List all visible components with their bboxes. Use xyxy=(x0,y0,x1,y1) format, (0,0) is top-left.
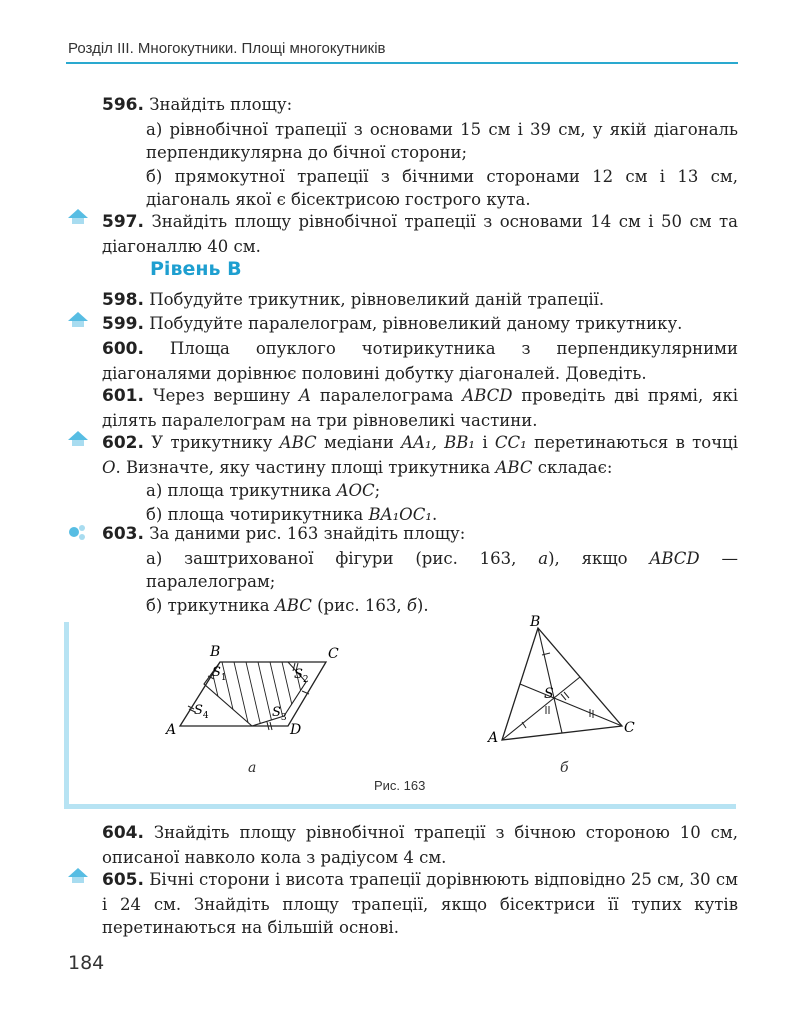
vertex-label-b: B xyxy=(530,614,541,630)
problem-text: Площа опуклого чотирикутника з перпендикулярними діагоналями дорівнює половині добутку діагоналей. Доведіть. xyxy=(102,339,738,383)
part-text: (рис. 163, xyxy=(317,595,402,615)
page-number: 184 xyxy=(68,952,105,974)
problem-596 xyxy=(102,93,738,212)
problem-text: проведіть дві прямі, які ділять паралелограм на три рівновеликі частини. xyxy=(102,386,739,430)
vertex-label-c: C xyxy=(624,720,635,736)
part-text: а) площа трикутника xyxy=(146,481,332,500)
vertex-label-c: C xyxy=(328,646,339,662)
vertex-label-d: D xyxy=(290,722,302,738)
part-text: ). xyxy=(416,595,429,615)
problem-part-b xyxy=(102,594,738,618)
problem-text: Знайдіть площу: xyxy=(149,95,293,114)
math-var: AOC xyxy=(336,481,375,500)
part-text: б) площа чотирикутника xyxy=(146,504,364,524)
math-var: AA₁, BB₁ xyxy=(401,433,475,452)
problem-number: 603. xyxy=(102,524,144,544)
part-end: ; xyxy=(374,481,381,500)
figure-163a xyxy=(160,636,360,748)
problem-number: 598. xyxy=(102,290,144,310)
area-label-s: S xyxy=(544,686,554,702)
header-rule xyxy=(66,62,738,64)
house-marker-icon xyxy=(66,866,90,886)
house-marker-icon xyxy=(66,310,90,330)
math-var: ABC xyxy=(495,457,533,477)
problem-600 xyxy=(102,337,738,385)
math-var: ABC xyxy=(274,595,312,615)
figure-label-a: а xyxy=(248,760,257,776)
problem-599 xyxy=(102,312,738,337)
math-var: O xyxy=(102,457,116,477)
house-marker-icon xyxy=(66,429,90,449)
figure-163b xyxy=(480,610,640,750)
problem-number: 601. xyxy=(102,386,144,406)
problem-text: перетинаються в точці xyxy=(534,433,739,452)
math-var: ABC xyxy=(279,433,317,452)
math-var: BA₁OC₁ xyxy=(368,504,432,524)
part-text: б) трикутника xyxy=(146,595,270,615)
area-label-s4: $S_4$ xyxy=(194,703,209,721)
problem-text: паралелограма xyxy=(319,386,454,405)
part-text: — паралелограм; xyxy=(146,548,738,591)
vertex-label-a: A xyxy=(488,730,499,746)
problem-605 xyxy=(102,868,738,940)
problem-text: Побудуйте паралелограм, рівновеликий даному трикутнику. xyxy=(149,314,683,333)
problem-part-b: б) прямокутної трапеції з бічними сторонами 12 см і 13 см, діагональ якої є бісектрисою гострого кута. xyxy=(146,166,738,209)
problem-text: Знайдіть площу рівнобічної трапеції з бічною стороною 10 см, описаної навколо кола з радіусом 4 см. xyxy=(102,823,738,867)
problem-text: . Визначте, яку частину площі трикутника xyxy=(115,457,491,477)
problem-part-a: а) рівнобічної трапеції з основами 15 см і 39 см, у якій діагональ перпендикулярна до бічної сторони; xyxy=(146,119,738,162)
problem-text: Побудуйте трикутник, рівновеликий даній трапеції. xyxy=(149,290,605,309)
problem-603 xyxy=(102,522,738,617)
problem-598 xyxy=(102,288,738,313)
level-heading: Рівень В xyxy=(150,258,242,280)
problem-text: і xyxy=(482,433,488,452)
problem-part-a xyxy=(102,547,738,594)
problem-part-a xyxy=(102,479,738,503)
figure-frame-left xyxy=(64,622,69,808)
problem-number: 602. xyxy=(102,433,144,453)
house-marker-icon xyxy=(66,207,90,227)
figure-frame-bottom xyxy=(64,804,736,809)
problem-number: 600. xyxy=(102,339,144,359)
part-end: . xyxy=(431,504,438,524)
running-header: Розділ III. Многокутники. Площі многокутників xyxy=(68,40,386,57)
area-label-s1: $S_1$ xyxy=(212,665,227,683)
problem-597 xyxy=(102,210,738,258)
part-text: а) заштрихованої фігури (рис. 163, xyxy=(146,548,517,568)
problem-number: 599. xyxy=(102,314,144,334)
part-text: ), якщо xyxy=(548,548,628,568)
vertex-label-a: A xyxy=(166,722,177,738)
problem-604 xyxy=(102,821,738,869)
problem-text: Бічні сторони і висота трапеції дорівнюють відповідно 25 см, 30 см і 24 см. Знайдіть площу трапеції, якщо бісектриси її тупих кутів перетинаються на більшій основі. xyxy=(102,870,738,937)
problem-number: 597. xyxy=(102,212,144,232)
problem-text: У трикутнику xyxy=(151,433,273,452)
problem-number: 605. xyxy=(102,870,144,890)
problem-text: Знайдіть площу рівнобічної трапеції з основами 14 см і 50 см та діагоналлю 40 см. xyxy=(102,212,739,256)
figure-label-b: б xyxy=(560,760,569,776)
problem-text: Через вершину xyxy=(152,386,291,405)
problem-number: 604. xyxy=(102,823,144,843)
figure-caption: Рис. 163 xyxy=(374,778,426,793)
problem-number: 596. xyxy=(102,95,144,115)
area-label-s3: $S_3$ xyxy=(272,705,287,723)
vertex-label-b: B xyxy=(210,644,221,660)
figure-ref: б xyxy=(406,595,417,615)
math-var: CC₁ xyxy=(494,433,527,452)
problem-602 xyxy=(102,431,738,526)
problem-text: медіани xyxy=(323,433,394,452)
math-var: ABCD xyxy=(462,386,513,405)
problem-text: За даними рис. 163 знайдіть площу: xyxy=(149,524,466,543)
figure-ref: а xyxy=(538,548,549,568)
area-label-s2: $S_2$ xyxy=(294,667,309,685)
math-var: ABCD xyxy=(649,548,700,568)
math-var: A xyxy=(299,386,311,405)
dots-marker-icon xyxy=(66,522,90,542)
problem-601 xyxy=(102,384,738,432)
problem-text: складає: xyxy=(537,457,613,477)
